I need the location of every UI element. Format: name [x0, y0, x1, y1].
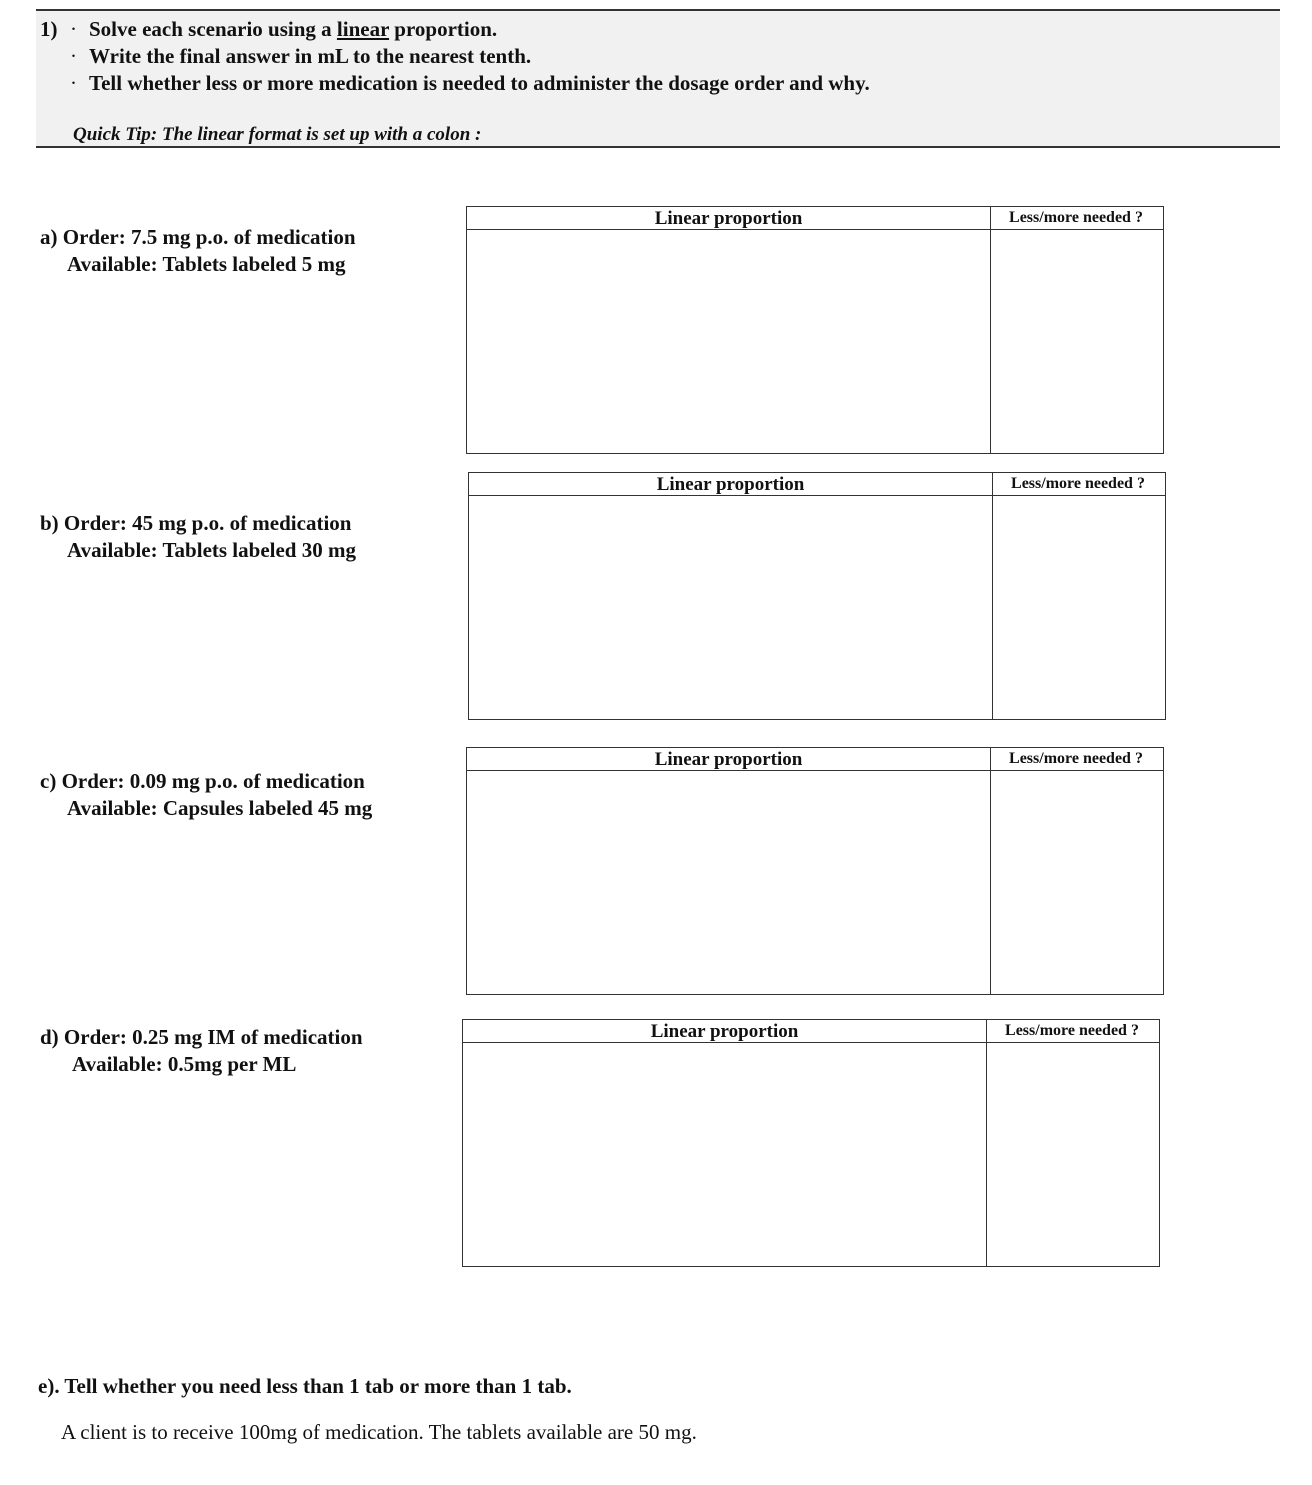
quick-tip: Quick Tip: The linear format is set up with a colon :: [73, 124, 482, 145]
emphasis-linear: linear: [336, 17, 390, 41]
scenario-order: a) Order: 7.5 mg p.o. of medication: [40, 225, 356, 249]
bullet-icon: ·: [70, 44, 77, 68]
linear-proportion-answer-cell[interactable]: [467, 230, 990, 453]
part-e-text: A client is to receive 100mg of medication. The tablets available are 50 mg.: [61, 1420, 697, 1444]
instruction-2: · Write the final answer in mL to the nearest tenth.: [70, 44, 532, 68]
header-linear-proportion: Linear proportion: [654, 208, 803, 229]
header-less-more: Less/more needed ?: [1009, 750, 1143, 767]
instruction-3: · Tell whether less or more medication is needed to administer the dosage order and why.: [70, 71, 870, 95]
scenario-available: Available: Tablets labeled 30 mg: [67, 538, 356, 562]
less-more-answer-cell[interactable]: [989, 230, 1163, 453]
header-linear-proportion: Linear proportion: [656, 474, 805, 495]
answer-table-c: [466, 747, 1164, 995]
linear-proportion-answer-cell[interactable]: [469, 496, 992, 719]
scenario-available: Available: Tablets labeled 5 mg: [67, 252, 346, 276]
bullet-icon: ·: [70, 71, 77, 95]
header-less-more: Less/more needed ?: [1005, 1022, 1139, 1039]
scenario-b: [40, 510, 356, 564]
question-number: 1): [40, 17, 58, 41]
header-linear-proportion: Linear proportion: [654, 749, 803, 770]
header-less-more: Less/more needed ?: [1011, 475, 1145, 492]
scenario-order: b) Order: 45 mg p.o. of medication: [40, 511, 352, 535]
less-more-answer-cell[interactable]: [989, 771, 1163, 994]
less-more-answer-cell[interactable]: [985, 1043, 1159, 1266]
less-more-answer-cell[interactable]: [991, 496, 1165, 719]
answer-table-d: [462, 1019, 1160, 1267]
answer-table-a: [466, 206, 1164, 454]
scenario-a: [40, 224, 356, 278]
header-less-more: Less/more needed ?: [1009, 209, 1143, 226]
linear-proportion-answer-cell[interactable]: [467, 771, 990, 994]
linear-proportion-answer-cell[interactable]: [463, 1043, 986, 1266]
instruction-1: · Solve each scenario using a linear proportion.: [70, 17, 498, 41]
bullet-icon: ·: [70, 17, 77, 41]
scenario-available: Available: 0.5mg per ML: [72, 1052, 297, 1076]
scenario-order: c) Order: 0.09 mg p.o. of medication: [40, 769, 365, 793]
scenario-available: Available: Capsules labeled 45 mg: [67, 796, 373, 820]
header-linear-proportion: Linear proportion: [650, 1021, 799, 1042]
scenario-c: [40, 768, 372, 822]
scenario-order: d) Order: 0.25 mg IM of medication: [40, 1025, 363, 1049]
part-e-title: e). Tell whether you need less than 1 tab or more than 1 tab.: [38, 1374, 572, 1398]
answer-table-b: [468, 472, 1166, 720]
instructions-box: [36, 9, 1280, 148]
scenario-d: [40, 1024, 363, 1078]
